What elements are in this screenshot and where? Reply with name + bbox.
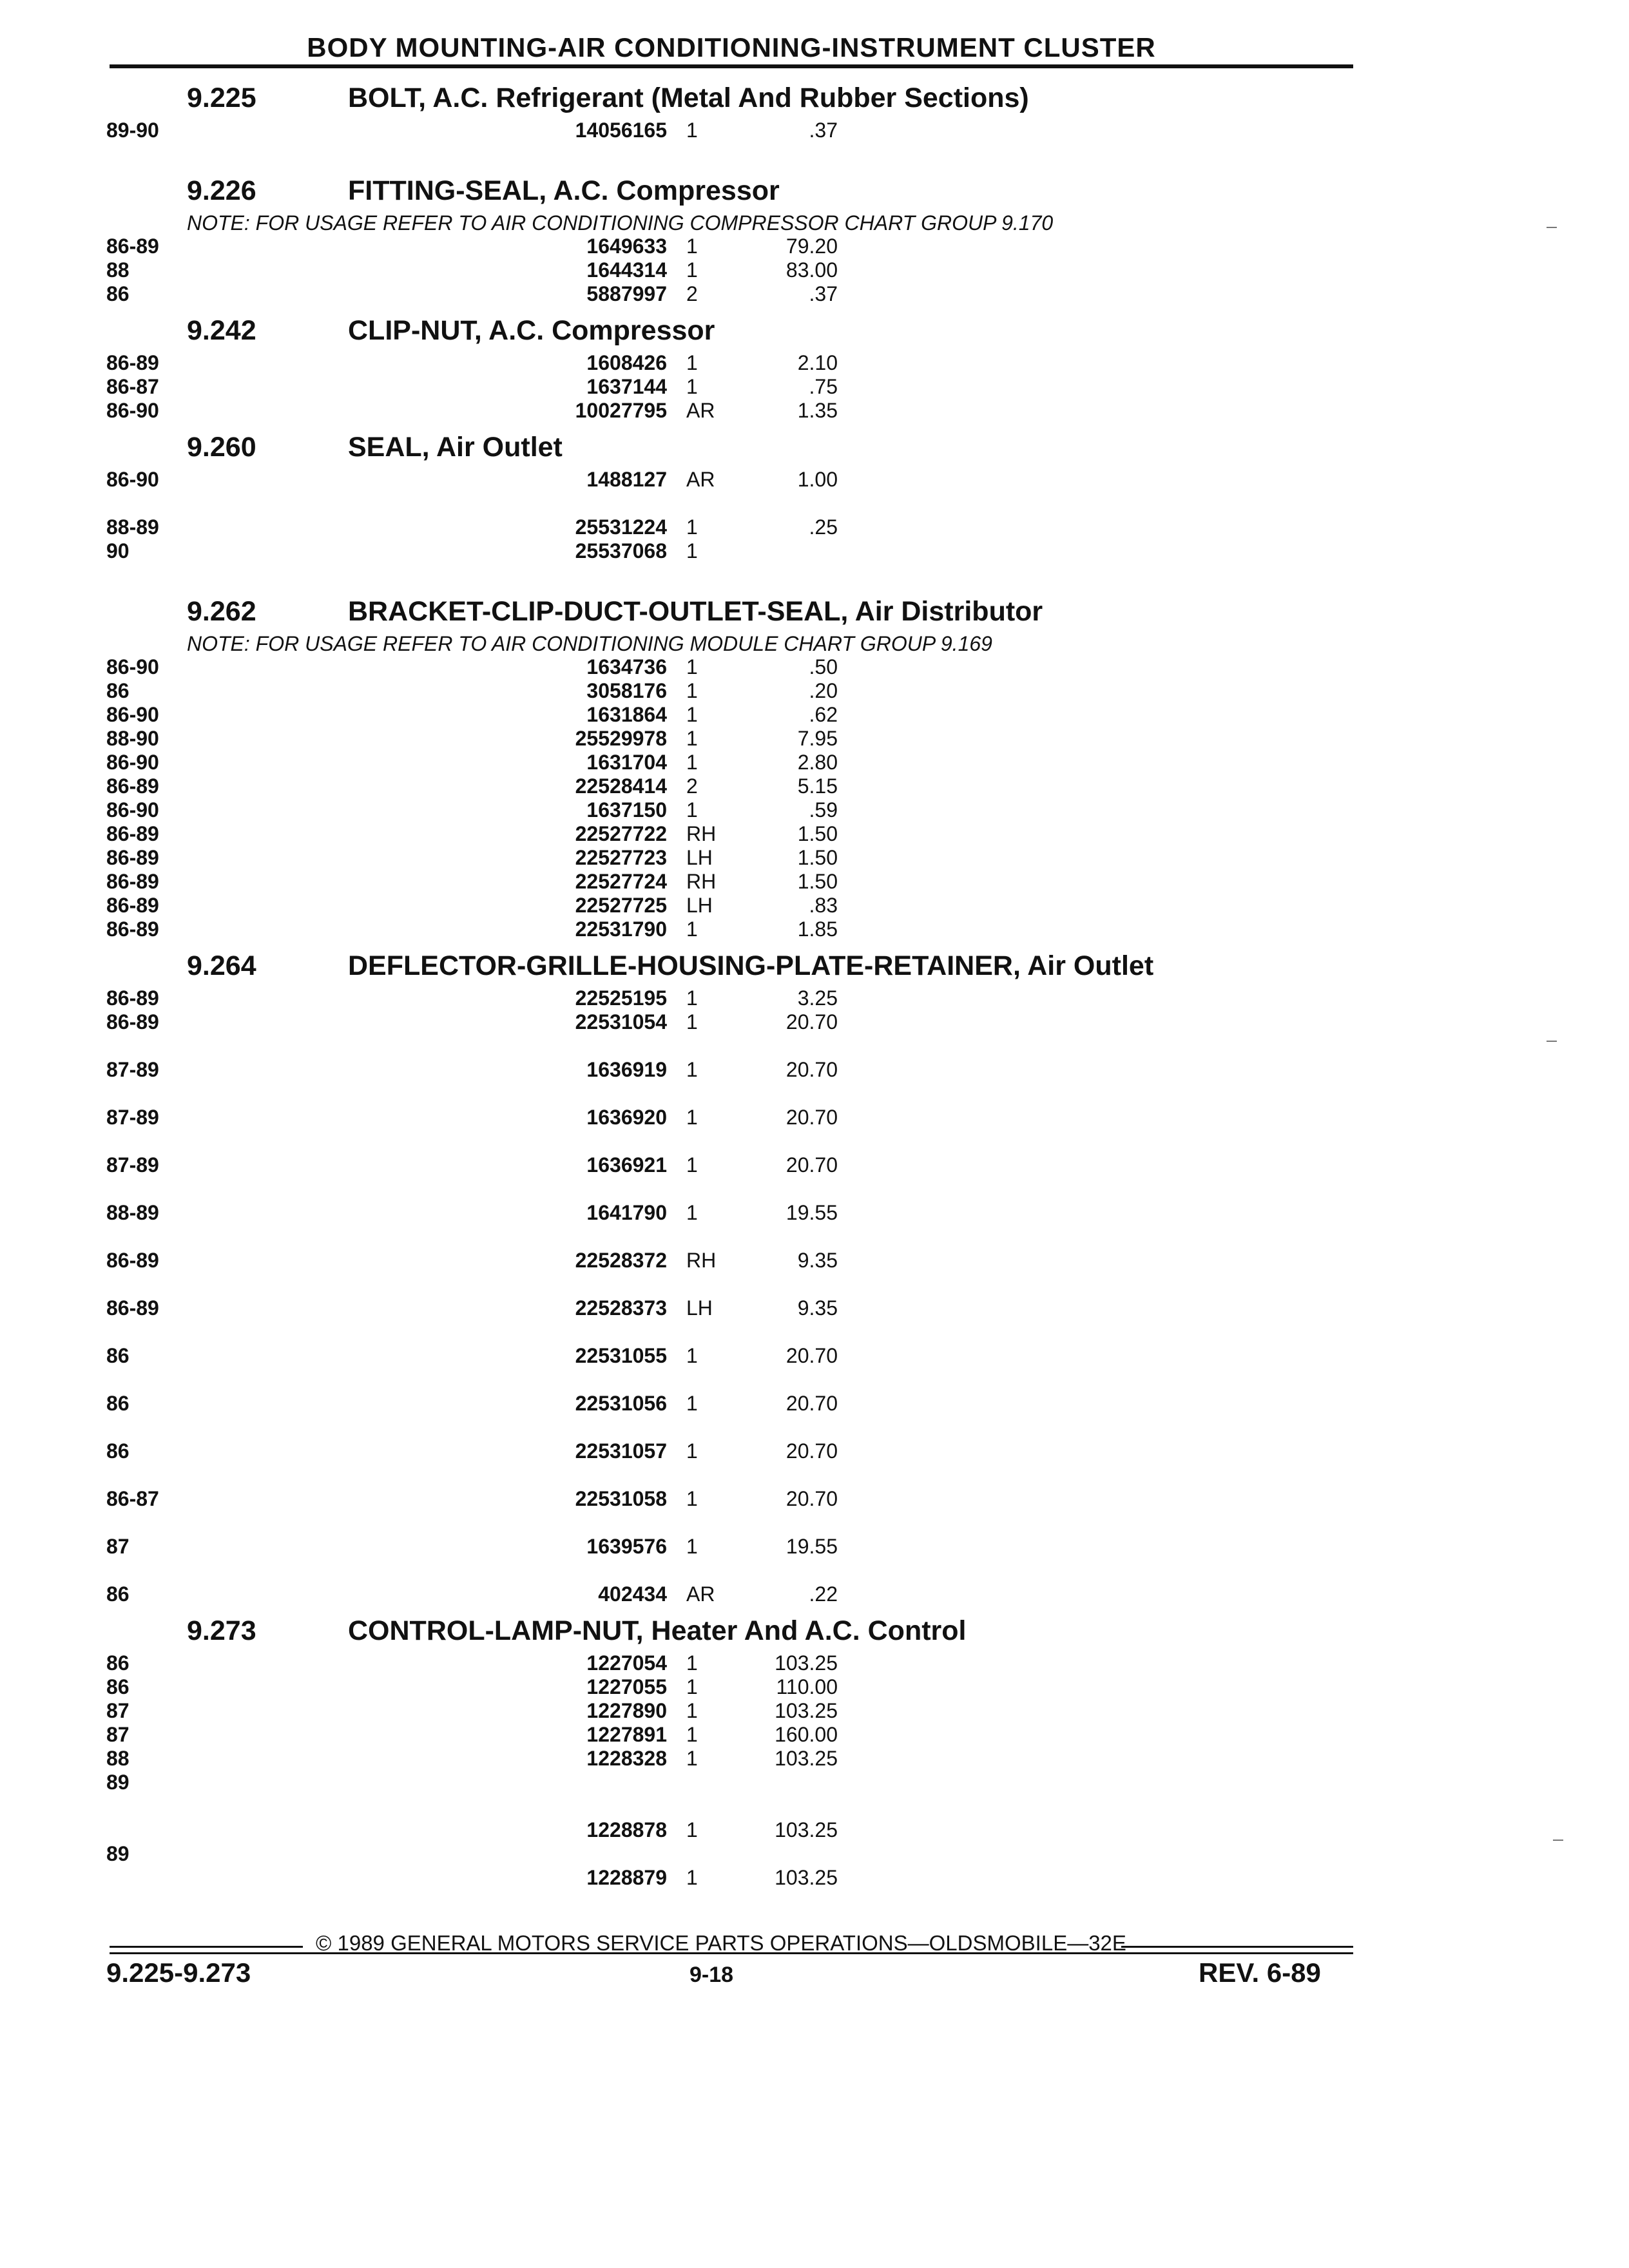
margin-mark (1553, 1840, 1563, 1841)
price: 9.35 (797, 1296, 838, 1320)
quantity: 1 (686, 679, 698, 702)
part-number: 1228328 (586, 1747, 667, 1770)
part-row (0, 1675, 1629, 1699)
part-number: 1637150 (586, 798, 667, 822)
model-year: 86-89 (106, 235, 159, 258)
part-row (0, 1201, 1629, 1249)
part-number: 22528373 (575, 1296, 667, 1320)
group-number: 9.273 (187, 1615, 256, 1646)
group-number: 9.226 (187, 175, 256, 206)
quantity: 1 (686, 1344, 698, 1367)
part-number: 1636920 (586, 1106, 667, 1129)
price: 103.25 (775, 1699, 838, 1722)
model-year: 86 (106, 1582, 130, 1606)
part-number: 1227054 (586, 1651, 667, 1675)
group-title: SEAL, Air Outlet (348, 432, 563, 463)
model-year: 87 (106, 1723, 130, 1746)
part-row (0, 918, 1629, 941)
quantity: 1 (686, 1723, 698, 1746)
part-row (0, 1747, 1629, 1771)
price: .22 (809, 1582, 838, 1606)
model-year: 88-90 (106, 727, 159, 750)
price: .75 (809, 375, 838, 398)
quantity: 1 (686, 703, 698, 726)
model-year: 86-89 (106, 822, 159, 845)
model-year: 86 (106, 1651, 130, 1675)
price: 20.70 (786, 1058, 838, 1081)
group-title: BOLT, A.C. Refrigerant (Metal And Rubber Sections) (348, 82, 1029, 113)
price: 103.25 (775, 1818, 838, 1841)
price: 1.35 (797, 399, 838, 422)
part-number: 25537068 (575, 539, 667, 562)
part-row (0, 1699, 1629, 1723)
quantity: 1 (686, 1106, 698, 1129)
part-row (0, 751, 1629, 774)
header-rule (110, 64, 1353, 68)
price: 1.00 (797, 468, 838, 491)
part-number: 1227055 (586, 1675, 667, 1698)
group-range: 9.225-9.273 (106, 1957, 251, 1988)
price: .83 (809, 894, 838, 917)
model-year: 90 (106, 539, 130, 562)
quantity: 1 (686, 1201, 698, 1224)
price: .37 (809, 282, 838, 305)
model-year: 88 (106, 258, 130, 282)
quantity: 1 (686, 1010, 698, 1033)
part-row (0, 703, 1629, 727)
price: 20.70 (786, 1439, 838, 1463)
price: 20.70 (786, 1106, 838, 1129)
quantity: 1 (686, 798, 698, 822)
quantity: 1 (686, 918, 698, 941)
price: 103.25 (775, 1866, 838, 1889)
part-number: 1488127 (586, 468, 667, 491)
group-title: CONTROL-LAMP-NUT, Heater And A.C. Control (348, 1615, 967, 1646)
part-number: 22528372 (575, 1249, 667, 1272)
model-year: 86 (106, 1392, 130, 1415)
part-row (0, 846, 1629, 870)
part-row (0, 539, 1629, 587)
part-number: 22531056 (575, 1392, 667, 1415)
price: 20.70 (786, 1344, 838, 1367)
model-year: 87-89 (106, 1153, 159, 1177)
part-row (0, 1249, 1629, 1296)
quantity: 1 (686, 375, 698, 398)
price: 19.55 (786, 1535, 838, 1558)
part-number: 1608426 (586, 351, 667, 374)
price: 103.25 (775, 1651, 838, 1675)
part-number: 1228879 (586, 1866, 667, 1889)
part-row (0, 655, 1629, 679)
price: 160.00 (775, 1723, 838, 1746)
quantity: AR (686, 468, 715, 491)
quantity: 1 (686, 235, 698, 258)
part-number: 22527723 (575, 846, 667, 869)
usage-note: NOTE: FOR USAGE REFER TO AIR CONDITIONING MODULE CHART GROUP 9.169 (187, 632, 992, 655)
part-row (0, 235, 1629, 258)
footer-rule-right (1121, 1946, 1353, 1948)
part-number: 22531054 (575, 1010, 667, 1033)
quantity: RH (686, 822, 717, 845)
price: 9.35 (797, 1249, 838, 1272)
part-row (0, 1771, 1629, 1842)
part-number: 1641790 (586, 1201, 667, 1224)
part-number: 1639576 (586, 1535, 667, 1558)
part-row (0, 468, 1629, 515)
price: .20 (809, 679, 838, 702)
part-number: 22531055 (575, 1344, 667, 1367)
model-year: 86-90 (106, 751, 159, 774)
price: 2.10 (797, 351, 838, 374)
part-row (0, 1439, 1629, 1487)
price: 19.55 (786, 1201, 838, 1224)
model-year: 86-89 (106, 1010, 159, 1033)
model-year: 86 (106, 1439, 130, 1463)
part-number: 402434 (598, 1582, 667, 1606)
part-row (0, 798, 1629, 822)
quantity: RH (686, 1249, 717, 1272)
price: .59 (809, 798, 838, 822)
model-year: 86-87 (106, 1487, 159, 1510)
part-number: 22527722 (575, 822, 667, 845)
model-year: 86-89 (106, 774, 159, 798)
model-year: 86-90 (106, 655, 159, 678)
group-title: CLIP-NUT, A.C. Compressor (348, 315, 715, 346)
price: .37 (809, 119, 838, 142)
quantity: 1 (686, 1439, 698, 1463)
quantity: 1 (686, 119, 698, 142)
group-number: 9.262 (187, 596, 256, 627)
part-row (0, 1535, 1629, 1582)
part-number: 3058176 (586, 679, 667, 702)
model-year: 86-90 (106, 798, 159, 822)
part-number: 1634736 (586, 655, 667, 678)
quantity: RH (686, 870, 717, 893)
group-number: 9.242 (187, 315, 256, 346)
part-row (0, 1106, 1629, 1153)
model-year: 86-89 (106, 918, 159, 941)
part-row (0, 258, 1629, 282)
model-year: 86-89 (106, 846, 159, 869)
part-row (0, 1153, 1629, 1201)
part-row (0, 1487, 1629, 1535)
price: 20.70 (786, 1392, 838, 1415)
price: 1.85 (797, 918, 838, 941)
model-year: 86 (106, 1344, 130, 1367)
part-row (0, 1723, 1629, 1747)
footer-rule-left (110, 1946, 303, 1948)
price: 79.20 (786, 235, 838, 258)
part-row (0, 515, 1629, 539)
model-year: 86-87 (106, 375, 159, 398)
margin-mark (1547, 1041, 1557, 1042)
quantity: 1 (686, 1675, 698, 1698)
model-year: 88-89 (106, 515, 159, 539)
quantity: 1 (686, 1058, 698, 1081)
usage-note: NOTE: FOR USAGE REFER TO AIR CONDITIONING COMPRESSOR CHART GROUP 9.170 (187, 211, 1054, 235)
part-row (0, 1842, 1629, 1890)
part-row (0, 1344, 1629, 1392)
quantity: 1 (686, 1747, 698, 1770)
price: 20.70 (786, 1010, 838, 1033)
part-number: 5887997 (586, 282, 667, 305)
quantity: 1 (686, 1153, 698, 1177)
model-year: 87 (106, 1535, 130, 1558)
model-year: 86-90 (106, 468, 159, 491)
quantity: AR (686, 399, 715, 422)
price: 83.00 (786, 258, 838, 282)
model-year: 86-90 (106, 399, 159, 422)
model-year: 89 (106, 1842, 130, 1865)
quantity: LH (686, 1296, 713, 1320)
part-number: 1644314 (586, 258, 667, 282)
model-year: 86-89 (106, 870, 159, 893)
part-number: 22531790 (575, 918, 667, 941)
page-number: 9-18 (689, 1963, 734, 1987)
part-number: 22531058 (575, 1487, 667, 1510)
part-number: 25531224 (575, 515, 667, 539)
part-number: 22528414 (575, 774, 667, 798)
price: 20.70 (786, 1487, 838, 1510)
quantity: 1 (686, 515, 698, 539)
model-year: 87-89 (106, 1106, 159, 1129)
price: .50 (809, 655, 838, 678)
model-year: 86-89 (106, 1249, 159, 1272)
model-year: 86 (106, 1675, 130, 1698)
margin-mark (1547, 227, 1557, 228)
price: 3.25 (797, 986, 838, 1010)
quantity: 1 (686, 655, 698, 678)
part-row (0, 1392, 1629, 1439)
model-year: 86 (106, 679, 130, 702)
price: 103.25 (775, 1747, 838, 1770)
quantity: 1 (686, 751, 698, 774)
model-year: 88 (106, 1747, 130, 1770)
price: 7.95 (797, 727, 838, 750)
part-number: 1636919 (586, 1058, 667, 1081)
part-row (0, 774, 1629, 798)
price: 1.50 (797, 822, 838, 845)
group-title: FITTING-SEAL, A.C. Compressor (348, 175, 780, 206)
group-number: 9.260 (187, 432, 256, 463)
model-year: 86-89 (106, 986, 159, 1010)
part-row (0, 119, 1629, 166)
quantity: 1 (686, 1866, 698, 1889)
part-number: 1631864 (586, 703, 667, 726)
model-year: 89 (106, 1771, 130, 1794)
part-row (0, 375, 1629, 399)
quantity: LH (686, 846, 713, 869)
quantity: AR (686, 1582, 715, 1606)
part-number: 1227891 (586, 1723, 667, 1746)
part-row (0, 894, 1629, 918)
group-title: DEFLECTOR-GRILLE-HOUSING-PLATE-RETAINER, Air Outlet (348, 950, 1154, 981)
part-number: 1637144 (586, 375, 667, 398)
part-row (0, 727, 1629, 751)
part-row (0, 986, 1629, 1010)
price: 5.15 (797, 774, 838, 798)
page-title: BODY MOUNTING-AIR CONDITIONING-INSTRUMENT CLUSTER (307, 32, 1156, 62)
model-year: 88-89 (106, 1201, 159, 1224)
copyright-notice: © 1989 GENERAL MOTORS SERVICE PARTS OPERATIONS—OLDSMOBILE—32E (316, 1931, 1126, 1955)
part-number: 1227890 (586, 1699, 667, 1722)
revision-label: REV. 6-89 (1199, 1957, 1321, 1988)
part-row (0, 870, 1629, 894)
part-row (0, 1010, 1629, 1058)
model-year: 87-89 (106, 1058, 159, 1081)
part-row (0, 399, 1629, 423)
price: 2.80 (797, 751, 838, 774)
model-year: 86 (106, 282, 130, 305)
quantity: 2 (686, 282, 698, 305)
quantity: 1 (686, 539, 698, 562)
part-number: 22531057 (575, 1439, 667, 1463)
model-year: 89-90 (106, 119, 159, 142)
part-row (0, 679, 1629, 703)
part-number: 1649633 (586, 235, 667, 258)
price: 1.50 (797, 846, 838, 869)
group-number: 9.264 (187, 950, 256, 981)
model-year: 87 (106, 1699, 130, 1722)
part-number: 10027795 (575, 399, 667, 422)
price: .62 (809, 703, 838, 726)
part-row (0, 351, 1629, 375)
part-row (0, 1296, 1629, 1344)
quantity: 1 (686, 1392, 698, 1415)
part-number: 1636921 (586, 1153, 667, 1177)
quantity: 1 (686, 351, 698, 374)
price: .25 (809, 515, 838, 539)
part-number: 25529978 (575, 727, 667, 750)
part-number: 14056165 (575, 119, 667, 142)
part-row (0, 282, 1629, 306)
part-row (0, 1651, 1629, 1675)
quantity: 1 (686, 1535, 698, 1558)
part-number: 22525195 (575, 986, 667, 1010)
price: 20.70 (786, 1153, 838, 1177)
quantity: 1 (686, 1699, 698, 1722)
group-number: 9.225 (187, 82, 256, 113)
quantity: 1 (686, 258, 698, 282)
part-row (0, 1582, 1629, 1606)
model-year: 86-89 (106, 1296, 159, 1320)
quantity: 1 (686, 1651, 698, 1675)
quantity: 1 (686, 1818, 698, 1841)
model-year: 86-89 (106, 894, 159, 917)
part-number: 1228878 (586, 1818, 667, 1841)
part-row (0, 822, 1629, 846)
price: 1.50 (797, 870, 838, 893)
price: 110.00 (776, 1675, 838, 1698)
part-row (0, 1058, 1629, 1106)
quantity: LH (686, 894, 713, 917)
group-title: BRACKET-CLIP-DUCT-OUTLET-SEAL, Air Distributor (348, 596, 1043, 627)
quantity: 1 (686, 1487, 698, 1510)
model-year: 86-90 (106, 703, 159, 726)
part-number: 1631704 (586, 751, 667, 774)
part-number: 22527725 (575, 894, 667, 917)
quantity: 1 (686, 986, 698, 1010)
model-year: 86-89 (106, 351, 159, 374)
quantity: 2 (686, 774, 698, 798)
quantity: 1 (686, 727, 698, 750)
part-number: 22527724 (575, 870, 667, 893)
